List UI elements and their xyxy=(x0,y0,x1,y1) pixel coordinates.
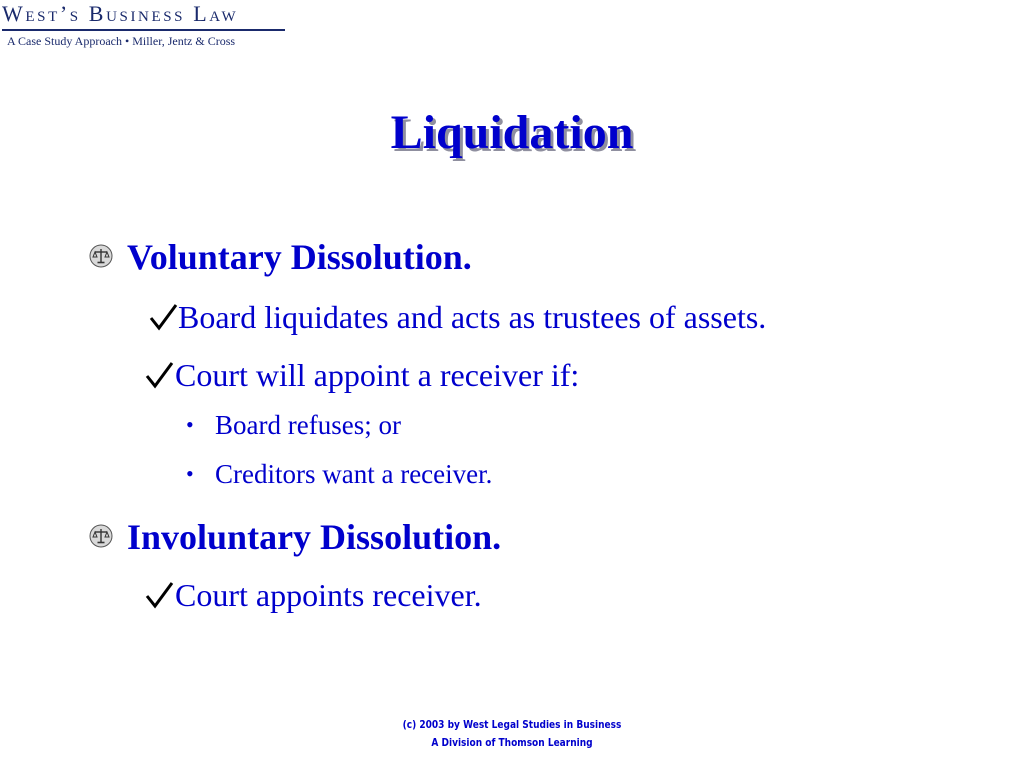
scales-icon xyxy=(89,244,113,273)
outline-item-involuntary-dissolution: Involuntary Dissolution. xyxy=(127,517,502,557)
footer-copyright: (c) 2003 by West Legal Studies in Business xyxy=(402,718,622,731)
outline-item-voluntary-dissolution: Voluntary Dissolution. xyxy=(127,237,472,277)
dot-bullet-icon: • xyxy=(186,461,194,486)
publisher-logo xyxy=(0,0,300,50)
outline-item-board-refuses: Board refuses; or xyxy=(215,410,401,440)
logo-subtitle: A Case Study Approach • Miller, Jentz & Cross xyxy=(7,34,236,48)
checkmark-icon xyxy=(148,302,178,337)
dot-bullet-icon: • xyxy=(186,412,194,437)
logo-title: West’s Business Law xyxy=(2,1,239,26)
outline-item-court-will-appoint: Court will appoint a receiver if: xyxy=(175,357,580,393)
slide-title: Liquidation xyxy=(390,106,634,159)
checkmark-icon xyxy=(144,360,174,395)
outline-item-board-liquidates: Board liquidates and acts as trustees of assets. xyxy=(178,299,767,335)
footer-division: A Division of Thomson Learning xyxy=(431,736,593,749)
copyright-footer xyxy=(92,716,932,752)
checkmark-icon xyxy=(144,580,174,615)
outline-item-creditors-want: Creditors want a receiver. xyxy=(215,459,493,489)
logo-divider xyxy=(2,29,285,31)
outline-item-court-appoints: Court appoints receiver. xyxy=(175,577,482,613)
scales-icon xyxy=(89,524,113,553)
